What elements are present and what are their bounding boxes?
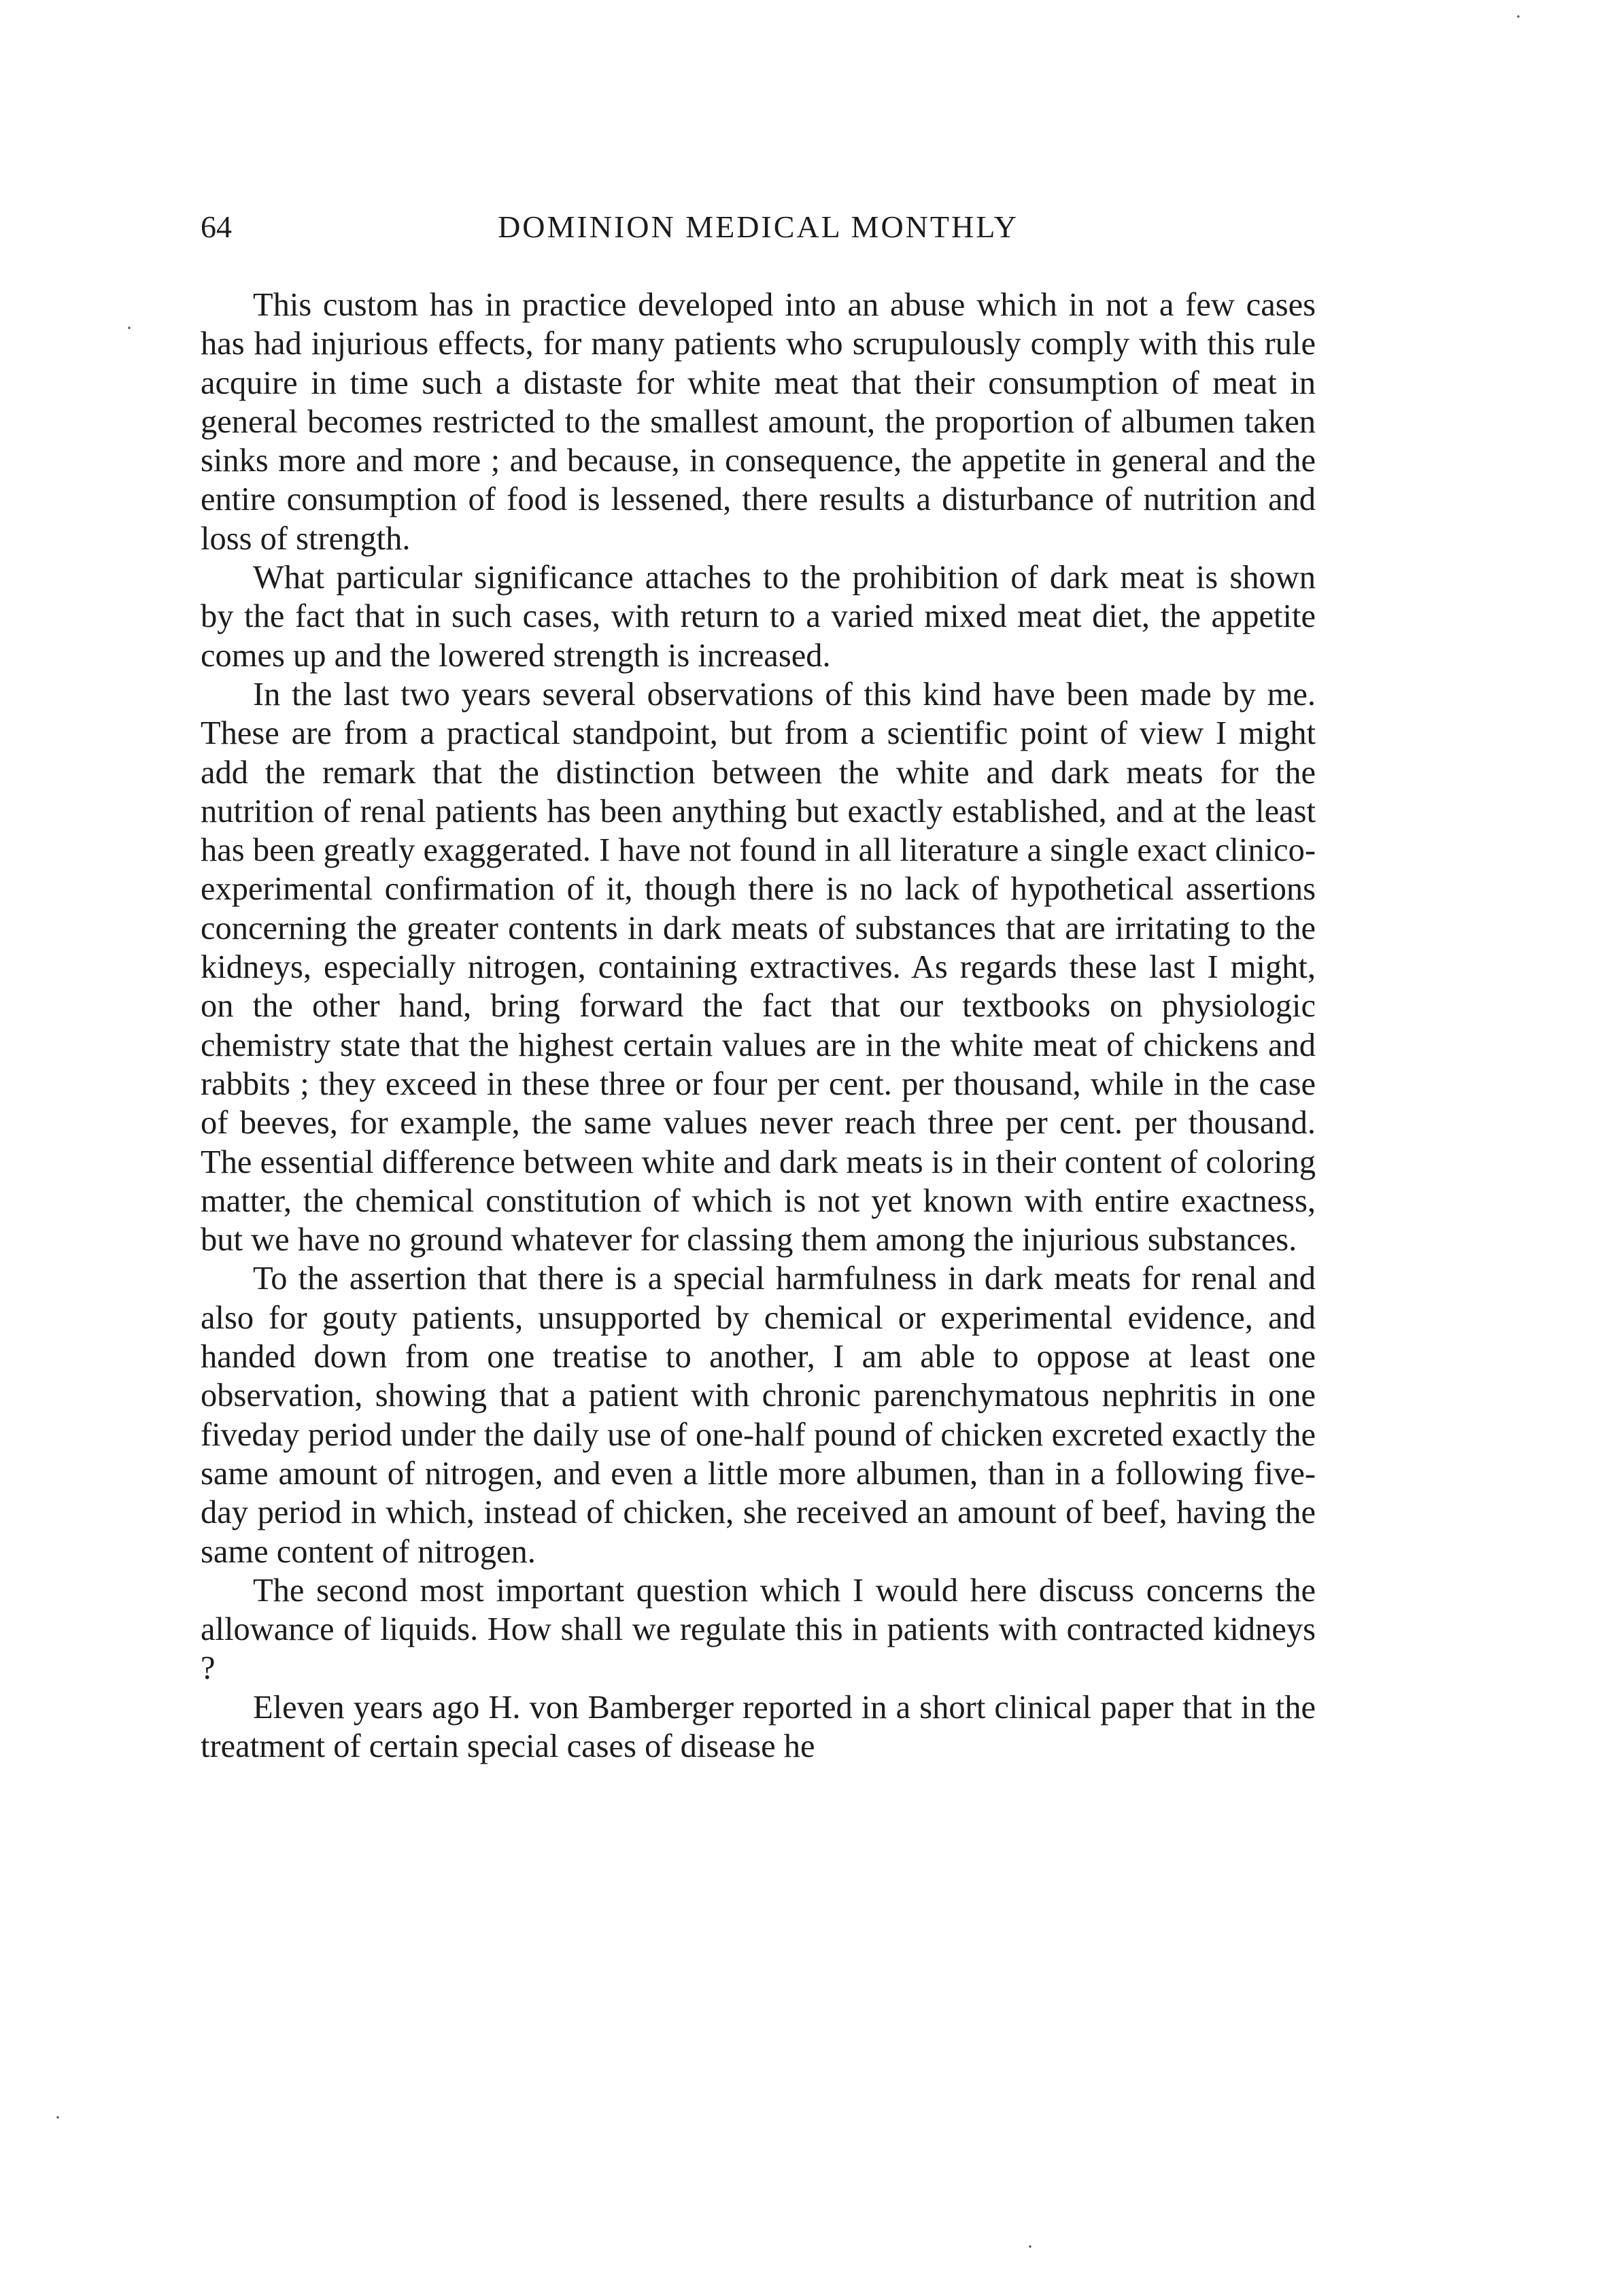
body-text [201, 286, 1316, 1766]
paragraph-von-bamberger: Eleven years ago H. von Bamberger reported in a short clinical paper that in the treatment of certain special cases of disease he [201, 1689, 1316, 1764]
page-number: 64 [201, 209, 232, 244]
scan-speck: · [1027, 2235, 1034, 2258]
scan-speck: · [126, 317, 133, 339]
scan-speck: · [54, 2106, 61, 2129]
journal-title: DOMINION MEDICAL MONTHLY [498, 209, 1019, 244]
scan-speck: · [1515, 5, 1522, 28]
paragraph-harmfulness-assertion: To the assertion that there is a special harmfulness in dark meats for renal and also for gouty patients, unsupported by chemical or experimental evidence, and handed down from one treatise to another, I am able to oppose at least one observation, showing that a patient with chronic parenchymatous nephritis in one fiveday period under the daily use of one-half pound of chicken excreted exactly the same amount of nitrogen, and even a little more albumen, than in a following five-day period in which, instead of chicken, she received an amount of beef, having the same content of nitrogen. [201, 1261, 1316, 1570]
running-head [201, 201, 1316, 256]
paragraph-liquids-question: The second most important question which I would here discuss concerns the allowance of liquids. How shall we regulate this in patients with contracted kidneys ? [201, 1572, 1316, 1687]
paragraph-observations: In the last two years several observations of this kind have been made by me. These are from a practical standpoint, but from a scientific point of view I might add the remark that the distinction between the white and dark meats for the nutrition of renal patients has been anything but exactly established, and at the least has been greatly exaggerated. I have not found in all literature a single exact clinico-experimental confirmation of it, though there is no lack of hypothetical assertions concerning the greater contents in dark meats of substances that are irritating to the kidneys, especially nitrogen, containing extractives. As regards these last I might, on the other hand, bring forward the fact that our textbooks on physiologic chemistry state that the highest certain values are in the white meat of chickens and rabbits ; they exceed in these three or four per cent. per thousand, while in the case of beeves, for example, the same values never reach three per cent. per thousand. The essential difference between white and dark meats is in their content of coloring matter, the chemical constitution of which is not yet known with entire exactness, but we have no ground whatever for classing them among the injurious substances. [201, 676, 1316, 1258]
paragraph-white-meat-abuse: This custom has in practice developed into an abuse which in not a few cases has had injurious effects, for many patients who scrupulously comply with this rule acquire in time such a distaste for white meat that their consumption of meat in general becomes restricted to the smallest amount, the proportion of albumen taken sinks more and more ; and because, in consequence, the appetite in general and the entire consumption of food is lessened, there results a disturbance of nutrition and loss of strength. [201, 287, 1316, 557]
paragraph-dark-meat-prohibition: What particular significance attaches to the prohibition of dark meat is shown by the fact that in such cases, with return to a varied mixed meat diet, the appetite comes up and the lowered strength is increased. [201, 560, 1316, 674]
